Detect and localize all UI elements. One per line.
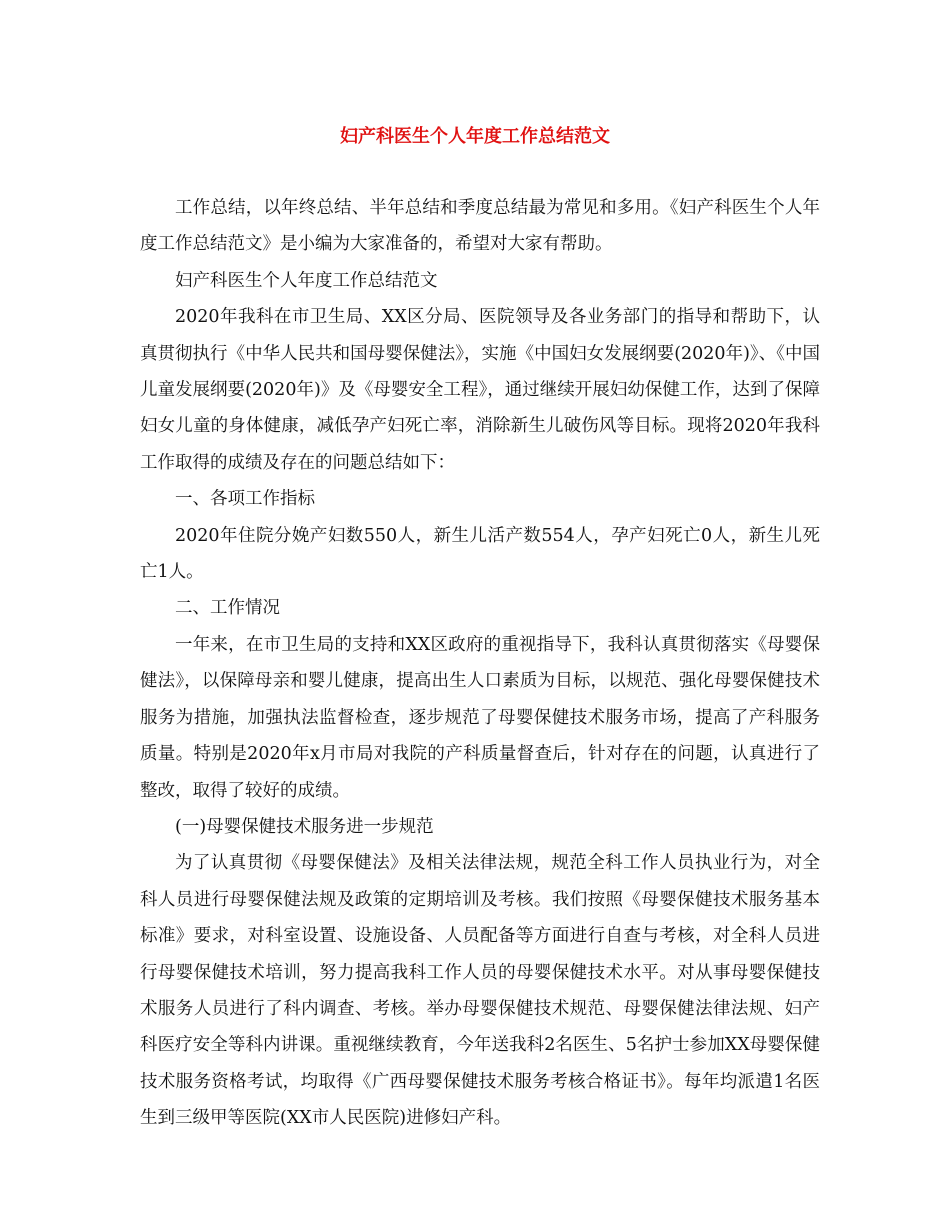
paragraph-intro: 工作总结，以年终总结、半年总结和季度总结最为常见和多用。《妇产科医生个人年度工作总结范文》是小编为大家准备的，希望对大家有帮助。 xyxy=(140,198,820,255)
paragraph-indicators: 2020年住院分娩产妇数550人，新生儿活产数554人，孕产妇死亡0人，新生儿死亡1人。 xyxy=(140,525,820,583)
subsection-heading-1: (一)母婴保健技术服务进一步规范 xyxy=(175,816,434,837)
paragraph-standardization: 为了认真贯彻《母婴保健法》及相关法律法规，规范全科工作人员执业行为，对全科人员进行母婴保健法规及政策的定期培训及考核。我们按照《母婴保健技术服务基本标准》要求，对科室设置、设施设备、人员配备等方面进行自查与考核，对全科人员进行母婴保健技术培训，努力提高我科工作人员的母婴保健技术水平。对从事母婴保健技术服务人员进行了科内调查、考核。举办母婴保健技术规范、母婴保健法律法规、妇产科医疗安全等科内讲课。重视继续教育，今年送我科2名医生、5名护士参加XX母婴保健技术服务资格考试，均取得《广西母婴保健技术服务考核合格证书》。每年均派遣1名医生到三级甲等医院(XX市人民医院)进修妇产科。 xyxy=(140,853,820,1129)
document-body xyxy=(140,190,820,1137)
paragraph-work: 一年来，在市卫生局的支持和XX区政府的重视指导下，我科认真贯彻落实《母婴保健法》，以保障母亲和婴儿健康，提高出生人口素质为目标，以规范、强化母婴保健技术服务为措施，加强执法监督检查，逐步规范了母婴保健技术服务市场，提高了产科服务质量。特别是2020年x月市局对我院的产科质量督查后，针对存在的问题，认真进行了整改，取得了较好的成绩。 xyxy=(140,634,820,801)
paragraph-subtitle: 妇产科医生个人年度工作总结范文 xyxy=(175,270,438,291)
section-heading-indicators: 一、各项工作指标 xyxy=(175,489,315,510)
paragraph-overview: 2020年我科在市卫生局、XX区分局、医院领导及各业务部门的指导和帮助下，认真贯彻执行《中华人民共和国母婴保健法》，实施《中国妇女发展纲要(2020年)》、《中国儿童发展纲要(2020年)》及《母婴安全工程》，通过继续开展妇幼保健工作，达到了保障妇女儿童的身体健康，减低孕产妇死亡率，消除新生儿破伤风等目标。现将2020年我科工作取得的成绩及存在的问题总结如下： xyxy=(140,307,820,473)
document-title: 妇产科医生个人年度工作总结范文 xyxy=(340,126,610,147)
section-heading-work: 二、工作情况 xyxy=(175,598,280,619)
